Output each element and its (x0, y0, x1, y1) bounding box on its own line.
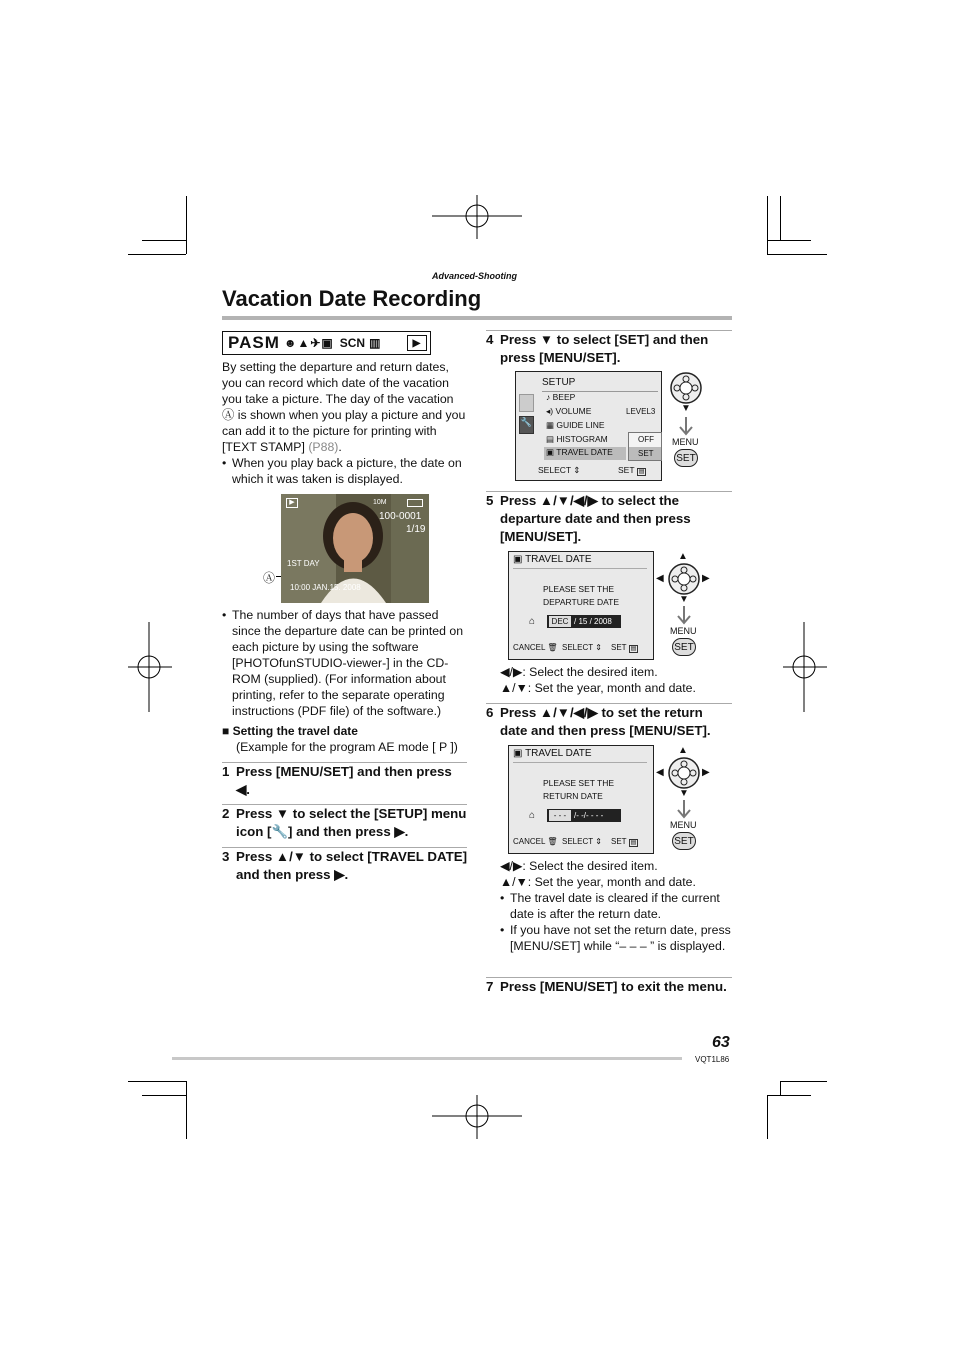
message-line-2: DEPARTURE DATE (543, 597, 620, 607)
menu-label: MENU (670, 820, 697, 830)
hint-select: ◀/▶: Select the desired item. (500, 665, 658, 679)
camera-tab-icon[interactable] (519, 394, 534, 412)
step-number: 2 (222, 806, 230, 821)
label-a: Ⓐ (263, 571, 276, 585)
bullet-text: When you play back a picture, the date on which it was taken is displayed. (232, 456, 462, 486)
document-code: VQT1L86 (695, 1055, 730, 1064)
screen-title: ▣ TRAVEL DATE (513, 748, 592, 759)
title-rule (222, 316, 732, 320)
page-reference: (P88) (308, 440, 339, 454)
scn-label: SCN (339, 336, 366, 350)
step-text: Press [MENU/SET] and then press ◀. (236, 764, 452, 797)
cursor-dial-icon[interactable] (667, 756, 701, 790)
bullet-text: The number of days that have passed since the departure date can be printed on each picture by using the software [PHOTOfunSTUDIO-viewer-] in the CD-ROM (supplied). (For information about printing, refer to the separate operating instructions (PDF file) of the software.) (232, 608, 464, 718)
step-number: 5 (486, 493, 494, 508)
home-icon: ⌂ (529, 616, 536, 627)
photo-size: 10M (373, 499, 387, 506)
crop-mark (767, 1095, 768, 1139)
volume-icon: ◂) (546, 406, 554, 416)
note-cleared: • The travel date is cleared if the current date is after the return date. (500, 890, 732, 922)
crop-mark (767, 254, 827, 255)
bullet-text: The travel date is cleared if the current date is after the return date. (510, 891, 720, 921)
step-number: 7 (486, 979, 494, 994)
day-year-field[interactable]: /- -/- - - - (574, 811, 604, 820)
step-7 (486, 978, 732, 996)
crop-mark (186, 196, 187, 254)
hint-select: ◀/▶: Select the desired item. (500, 859, 658, 873)
select-label: SELECT ⇕ (562, 643, 602, 652)
menu-set-icon: ▤ (630, 840, 637, 846)
trash-icon: 🗑 (547, 837, 558, 846)
step-number: 1 (222, 764, 230, 779)
grid-icon: ▦ (546, 420, 555, 430)
step-5 (486, 492, 732, 546)
menu-item-histogram[interactable]: ▤ HISTOGRAM (546, 434, 608, 444)
footer-select: SELECT ⇕ (538, 465, 581, 475)
step-text: Press ▲/▼ to select [TRAVEL DATE] and then press ▶. (236, 849, 467, 882)
scene-icons: ☻▲✈▣ (283, 336, 334, 350)
picture-count: 1/19 (406, 524, 426, 535)
setting-heading: ■ Setting the travel date (222, 724, 358, 738)
beep-icon: ♪ (546, 392, 551, 402)
down-arrow-icon: ▼ (679, 788, 689, 799)
menu-set-icon: ▤ (638, 469, 645, 475)
mode-icons-bar (222, 331, 431, 355)
departure-date-screen (508, 551, 654, 660)
step-text: Press ▼ to select [SET] and then press [MENU/SET]. (500, 332, 709, 365)
step-text: Press ▲/▼/◀/▶ to select the departure date and then press [MENU/SET]. (500, 493, 691, 544)
registration-mark (128, 622, 172, 712)
menu-item-volume[interactable]: ◂) VOLUME (546, 406, 592, 416)
suitcase-icon: ▣ (513, 554, 523, 565)
intro-text: By setting the departure and return dates, you can record which date of the vacation you take a picture. The day of the vacation Ⓐ is shown when you play a picture and you can add it to the picture for printing with [TEXT STAMP] (222, 360, 466, 454)
crop-mark (142, 1095, 186, 1096)
crop-mark (186, 1081, 187, 1139)
histogram-icon: ▤ (546, 434, 555, 444)
movie-icon: ▥ (369, 336, 382, 350)
updown-icon: ⇕ (573, 465, 581, 475)
sample-photo (281, 494, 429, 603)
note-not-set: • If you have not set the return date, press [MENU/SET] while “– – – ” is displayed. (500, 923, 731, 953)
down-arrow-icon: ▼ (679, 594, 689, 605)
step-text: Press [MENU/SET] to exit the menu. (500, 979, 727, 994)
home-icon: ⌂ (529, 810, 536, 821)
cursor-dial-icon[interactable] (669, 371, 703, 405)
left-arrow-icon: ◀ (656, 573, 664, 584)
crop-mark (128, 1081, 186, 1082)
crop-mark (128, 254, 186, 255)
intro-block: By setting the departure and return dates, you can record which date of the vacation you take a picture. The day of the vacation Ⓐ is shown when you play a picture and you can add it to the picture for printing with [TEXT STAMP] (P88). • When you play back a picture, the date on which it was taken is displayed. (222, 360, 466, 486)
photo-datetime: 10:00 JAN.15. 2008 (290, 583, 361, 592)
menu-item-travel-date[interactable]: ▣ TRAVEL DATE (544, 447, 626, 460)
footer-rule (172, 1057, 682, 1060)
menu-set-icon: ▤ (630, 646, 637, 652)
page-title: Vacation Date Recording (222, 286, 482, 311)
updown-icon: ⇕ (595, 837, 602, 846)
step-number: 4 (486, 332, 494, 347)
registration-mark (783, 622, 827, 712)
step-number: 3 (222, 849, 230, 864)
step-number: 6 (486, 705, 494, 720)
step-text: Press ▲/▼/◀/▶ to set the return date and then press [MENU/SET]. (500, 705, 711, 738)
option-set[interactable]: SET (629, 447, 661, 460)
page-number: 63 (712, 1034, 730, 1051)
bullet-text: If you have not set the return date, press [MENU/SET] while “– – – ” is displayed. (510, 923, 731, 953)
photo-playback-icon: ▶ (286, 498, 298, 508)
setting-title: Setting the travel date (232, 724, 358, 738)
battery-icon (407, 499, 423, 507)
crop-mark (780, 1081, 827, 1082)
day-year-field[interactable]: / 15 / 2008 (574, 617, 612, 626)
suitcase-icon: ▣ (513, 748, 523, 759)
menu-item-beep[interactable]: ♪ BEEP (546, 392, 576, 402)
bullet-block: • The number of days that have passed since the departure date can be printed on each picture by using the software [PHOTOfunSTUDIO-viewer-] in the CD-ROM (supplied). (For information about printing, refer to the separate operating instructions (PDF file) of the software.) (222, 607, 467, 719)
up-arrow-icon: ▲ (678, 551, 688, 562)
suitcase-icon: ▣ (546, 447, 555, 457)
hint-set: ▲/▼: Set the year, month and date. (500, 875, 696, 889)
file-number: 100-0001 (379, 511, 422, 522)
menu-label: MENU (672, 437, 699, 447)
return-date-screen (508, 745, 654, 854)
select-label: SELECT ⇕ (562, 837, 602, 846)
registration-mark (432, 195, 522, 239)
step-6 (486, 704, 732, 740)
step-3 (222, 848, 467, 884)
right-arrow-icon: ▶ (702, 767, 710, 778)
cancel-label: CANCEL 🗑 (513, 837, 558, 846)
travel-day: 1ST DAY (287, 559, 320, 568)
playback-icon: ▶ (407, 335, 427, 351)
set-label: SET ▤ (611, 837, 637, 846)
updown-icon: ⇕ (595, 643, 602, 652)
menu-label: MENU (670, 626, 697, 636)
registration-mark (432, 1095, 522, 1139)
option-off[interactable]: OFF (638, 435, 654, 444)
cursor-dial-icon[interactable] (667, 562, 701, 596)
crop-mark (780, 1081, 781, 1095)
hint-set: ▲/▼: Set the year, month and date. (500, 681, 696, 695)
setup-screen (515, 371, 662, 481)
wrench-tab-icon[interactable]: 🔧 (519, 416, 534, 434)
option-list (628, 432, 662, 461)
menu-item-guide-line[interactable]: ▦ GUIDE LINE (546, 420, 605, 430)
step-1 (222, 763, 467, 799)
message-line-1: PLEASE SET THE (543, 778, 615, 788)
right-arrow-icon: ▶ (702, 573, 710, 584)
date-field[interactable] (547, 615, 621, 628)
section-label: Advanced-Shooting (432, 271, 517, 281)
up-arrow-icon: ▲ (678, 745, 688, 756)
setup-title: SETUP (542, 377, 576, 388)
mode-letters: PASM (228, 333, 280, 352)
crop-mark (767, 196, 768, 254)
down-arrow-icon: ▼ (681, 403, 691, 414)
set-label: SET ▤ (611, 643, 637, 652)
screen-title: ▣ TRAVEL DATE (513, 554, 592, 565)
step-4 (486, 331, 732, 367)
message-line-2: RETURN DATE (543, 791, 603, 801)
set-button[interactable]: SET (672, 638, 696, 656)
left-arrow-icon: ◀ (656, 767, 664, 778)
cancel-label: CANCEL 🗑 (513, 643, 558, 652)
arrow-down-icon (676, 606, 692, 626)
setting-subtitle: (Example for the program AE mode [ P ]) (236, 740, 458, 754)
month-field[interactable]: - - - (549, 810, 571, 821)
trash-icon: 🗑 (547, 643, 558, 652)
step-2 (222, 805, 467, 841)
crop-mark (142, 240, 186, 241)
arrow-down-icon (676, 800, 692, 820)
month-field[interactable]: DEC (549, 616, 571, 627)
date-field[interactable] (547, 809, 621, 822)
footer-set: SET ▤ (618, 465, 645, 475)
volume-value: LEVEL3 (626, 407, 656, 416)
crop-mark (767, 240, 811, 241)
step-text: Press ▼ to select the [SETUP] menu icon [🔧] and then press ▶. (236, 806, 467, 839)
set-button[interactable]: SET (672, 832, 696, 850)
crop-mark (767, 1095, 811, 1096)
set-button[interactable]: SET (674, 449, 698, 467)
crop-mark (780, 196, 781, 240)
message-line-1: PLEASE SET THE (543, 584, 615, 594)
arrow-down-icon (678, 417, 694, 437)
